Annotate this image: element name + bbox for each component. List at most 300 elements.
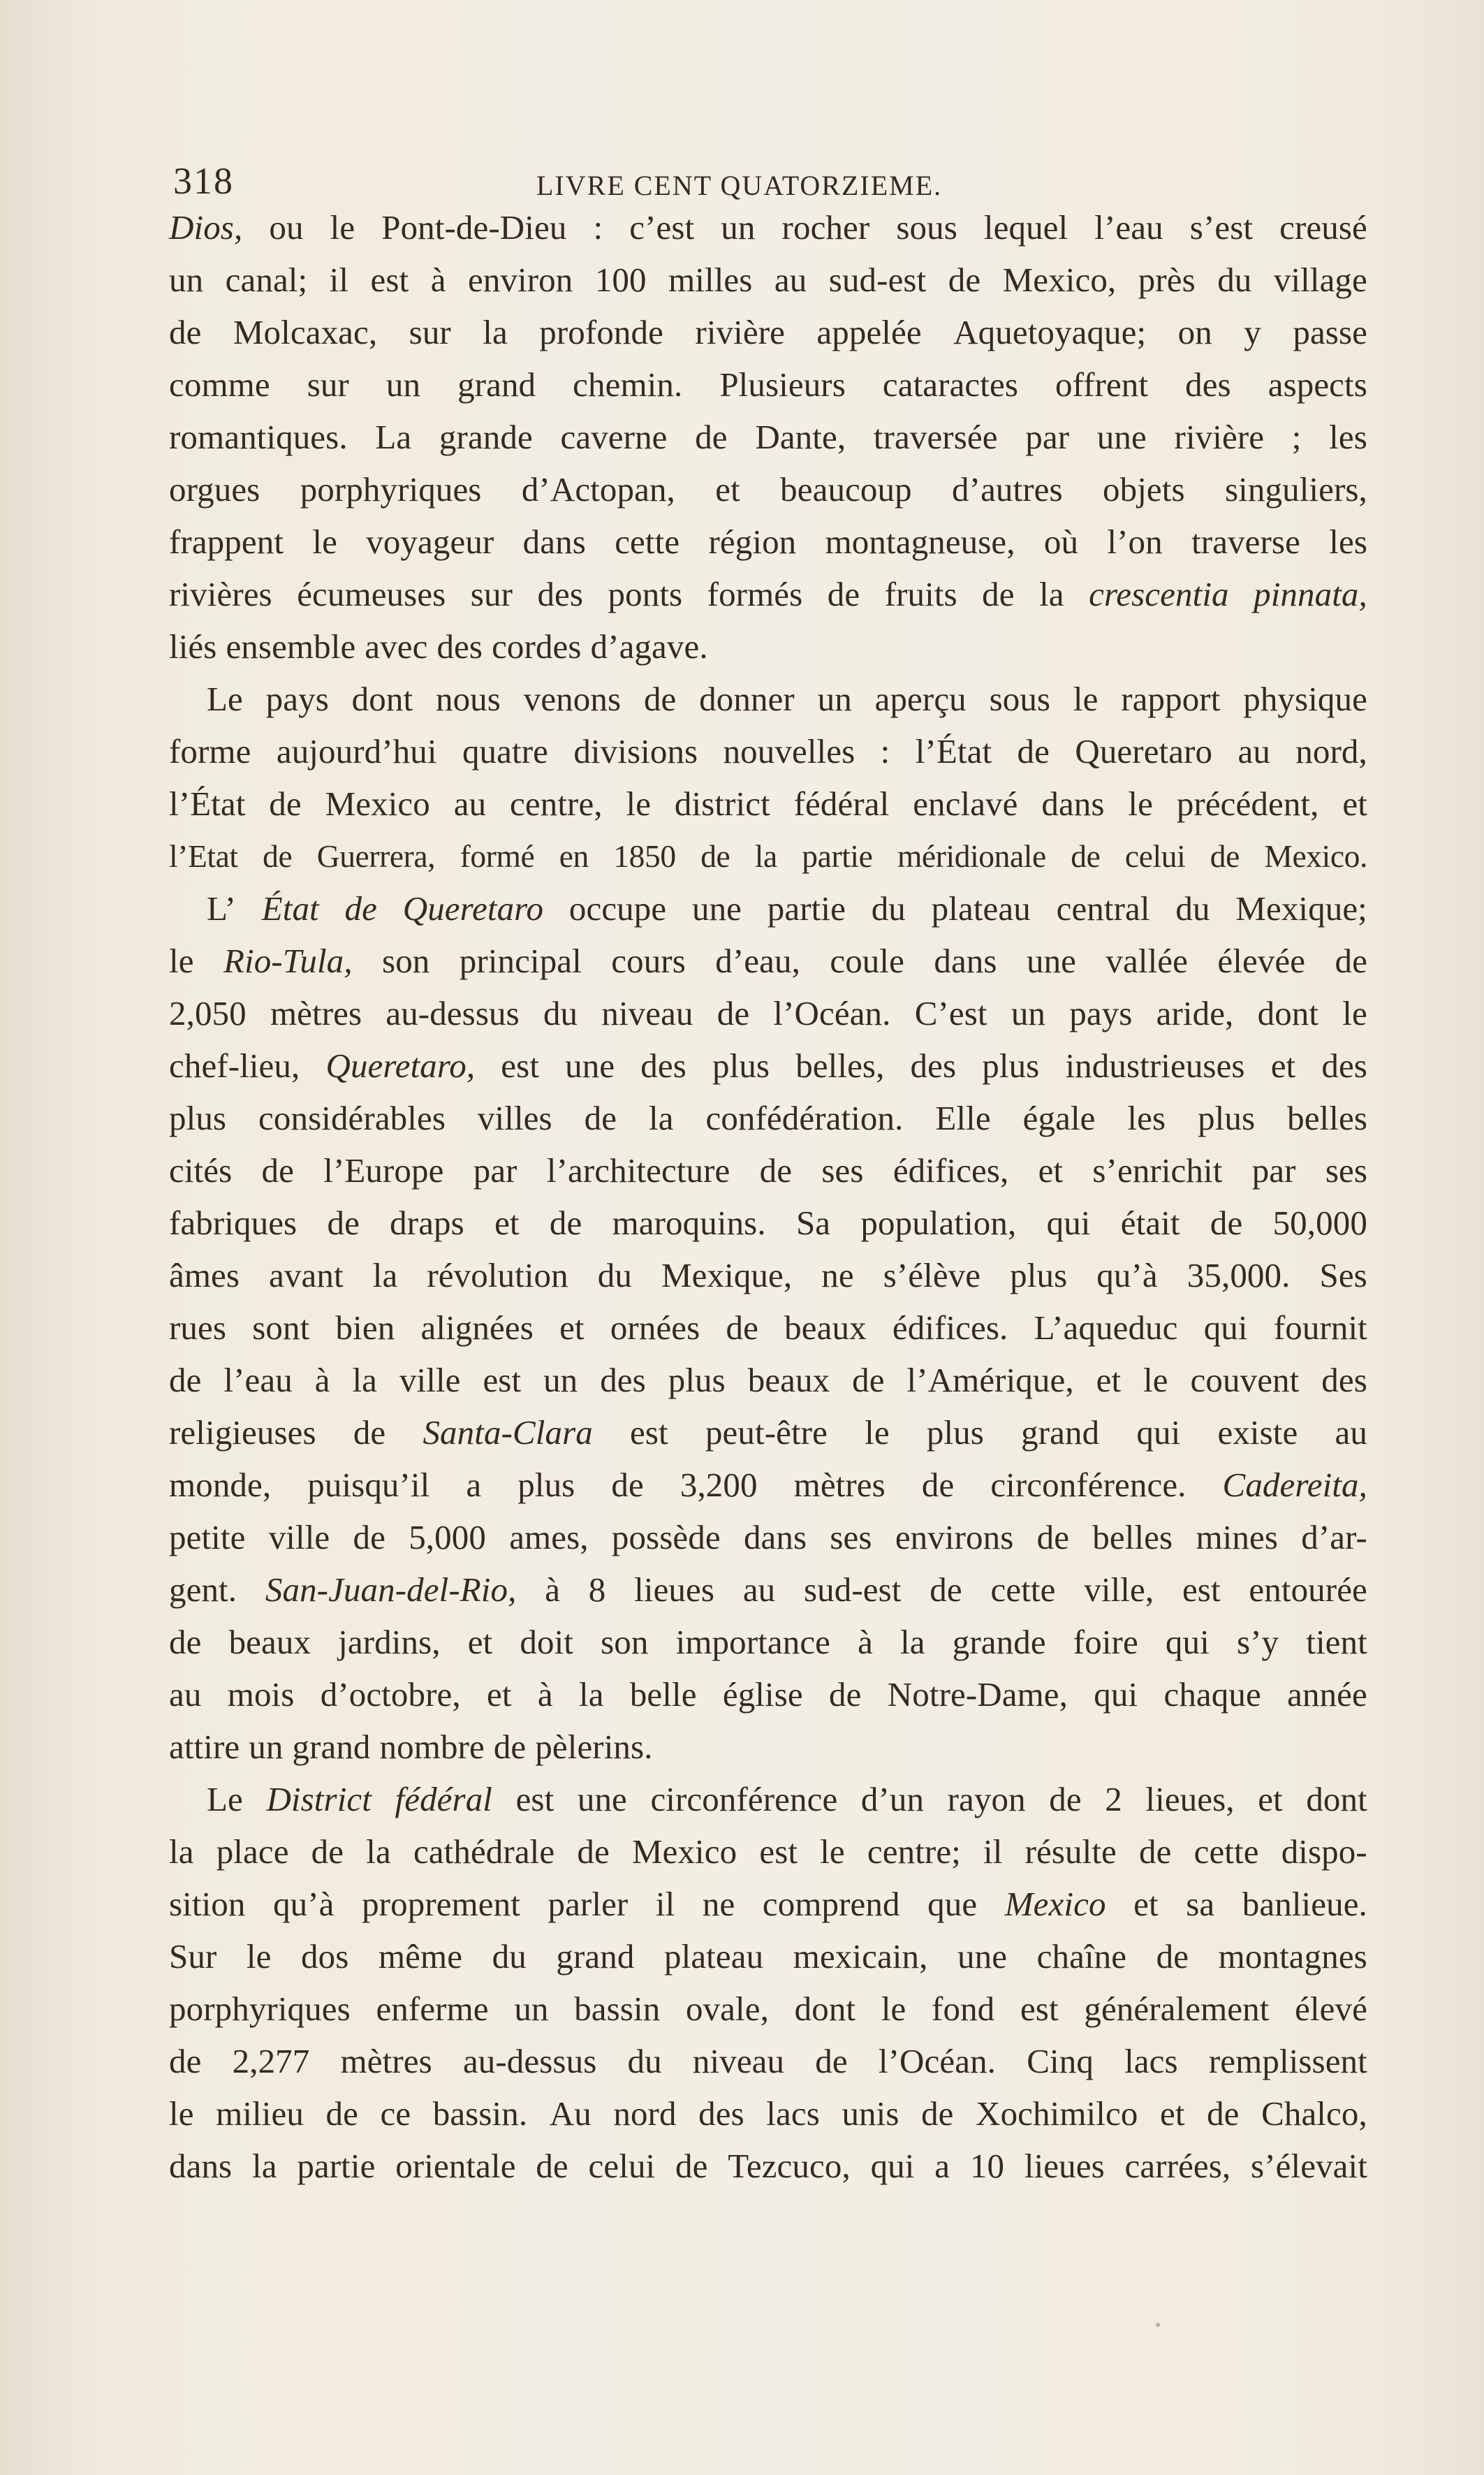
word: de <box>263 838 293 874</box>
word: de <box>577 1832 610 1871</box>
word: de <box>921 2094 954 2133</box>
word: alignées <box>420 1308 534 1347</box>
word: sous <box>989 680 1051 718</box>
word: celui <box>1124 838 1186 874</box>
word: dont <box>1306 1780 1367 1818</box>
word: la <box>900 1623 925 1661</box>
text-line <box>169 1197 1367 1249</box>
word: Chalco, <box>1261 2094 1367 2133</box>
word: belles <box>1287 1099 1367 1137</box>
text-line <box>169 2140 1367 2192</box>
word: est <box>630 1413 668 1452</box>
word: lacs <box>1124 2042 1178 2080</box>
word: édifices. <box>892 1308 1008 1347</box>
word: et <box>1038 1151 1064 1190</box>
word: ovale, <box>685 1990 769 2028</box>
italic-word: Mexico <box>1004 1885 1106 1923</box>
italic-word: pinnata, <box>1254 575 1367 613</box>
word: au <box>742 1570 776 1609</box>
word: Le <box>207 1780 243 1818</box>
word: de <box>852 1361 885 1399</box>
word: ses <box>830 1518 872 1556</box>
word: bassin <box>574 1990 661 2028</box>
word: près <box>1138 261 1196 299</box>
word: de <box>982 575 1015 613</box>
word: un <box>169 261 204 299</box>
text-line <box>169 777 1367 830</box>
word: résulte <box>1024 1832 1117 1871</box>
word: l’Océan. <box>878 2042 997 2080</box>
italic-word: crescentia <box>1089 575 1229 613</box>
word: villes <box>477 1099 552 1137</box>
word: dont <box>351 680 413 718</box>
word: voyageur <box>366 523 494 561</box>
word: ville <box>399 1361 461 1399</box>
word: est <box>483 1361 522 1399</box>
word: de <box>549 1204 582 1242</box>
word: industrieuses <box>1065 1046 1245 1085</box>
word: âmes <box>169 1256 240 1294</box>
word: édifices, <box>892 1151 1009 1190</box>
word: monde, <box>169 1466 272 1504</box>
word: des <box>910 1046 957 1085</box>
word: fond <box>932 1990 995 2028</box>
word: grande <box>439 418 533 456</box>
word: y <box>1244 313 1261 351</box>
text-line <box>169 725 1367 777</box>
word: a <box>466 1466 482 1504</box>
word: le <box>1073 680 1099 718</box>
page-number: 318 <box>173 160 234 202</box>
word: de <box>1036 1518 1070 1556</box>
word: niveau <box>601 994 693 1032</box>
italic-word: Dios, <box>169 208 243 247</box>
word: profonde <box>539 313 663 351</box>
word: ornées <box>610 1308 700 1347</box>
word: ensemble <box>226 627 356 666</box>
word: de <box>1210 838 1240 874</box>
text-line <box>169 830 1367 882</box>
word: cataractes <box>882 365 1018 404</box>
word: Sur <box>169 1937 217 1976</box>
word: à <box>314 1361 330 1399</box>
word: la <box>169 1832 194 1871</box>
text-line <box>169 463 1367 516</box>
word: possède <box>611 1518 721 1556</box>
word: ; <box>1291 418 1302 456</box>
word: cathédrale <box>413 1832 555 1871</box>
word: partie <box>297 2147 376 2185</box>
word: d’octobre, <box>320 1675 461 1714</box>
word: de <box>643 680 677 718</box>
word: du <box>1175 889 1210 928</box>
word: frappent <box>169 523 284 561</box>
word: région <box>708 523 797 561</box>
word: draps <box>390 1204 464 1242</box>
word: une <box>1096 418 1147 456</box>
word: des <box>1185 365 1231 404</box>
word: c’est <box>629 208 695 247</box>
word: dont <box>1257 994 1319 1032</box>
word: Guerrera, <box>316 838 436 874</box>
word: à <box>858 1623 873 1661</box>
word: grand <box>1021 1413 1100 1452</box>
word: sur <box>307 365 349 404</box>
word: où <box>1043 523 1079 561</box>
word: dans <box>934 942 997 980</box>
word: le <box>1342 994 1367 1032</box>
word: 1850 <box>613 838 676 874</box>
word: qui <box>1094 1675 1138 1714</box>
word: dispo- <box>1281 1832 1367 1871</box>
word: aperçu <box>874 680 967 718</box>
word: petite <box>169 1518 246 1556</box>
word: montagnes <box>1218 1937 1367 1976</box>
word: et <box>1133 1885 1159 1923</box>
word: caverne <box>560 418 668 456</box>
word: des <box>436 627 483 666</box>
word: passe <box>1293 313 1367 351</box>
word: La <box>375 418 412 456</box>
word: mètres <box>340 2042 432 2080</box>
word: Sa <box>795 1204 831 1242</box>
word: traversée <box>873 418 998 456</box>
word: lieues <box>634 1570 715 1609</box>
text-line <box>169 1878 1367 1930</box>
word: fruits <box>884 575 957 613</box>
word: porphyriques <box>300 470 482 509</box>
word: a <box>934 2147 950 2185</box>
word: de <box>1139 1832 1172 1871</box>
word: un <box>1011 994 1046 1032</box>
word: et <box>1342 784 1367 823</box>
word: il <box>655 1885 675 1923</box>
word: lieues <box>1024 2147 1105 2185</box>
word: vallée <box>1105 942 1188 980</box>
word: Notre-Dame, <box>887 1675 1068 1714</box>
text-line <box>169 1825 1367 1878</box>
body-text <box>169 201 1367 2192</box>
word: ville, <box>1084 1570 1154 1609</box>
word: sur <box>470 575 513 613</box>
text-line <box>169 673 1367 725</box>
word: de <box>930 1570 962 1609</box>
word: 2,277 <box>232 2042 310 2080</box>
word: rapport <box>1121 680 1221 718</box>
word: L’aqueduc <box>1034 1308 1178 1347</box>
word: sud-est <box>828 261 927 299</box>
word: des <box>1321 1361 1367 1399</box>
word: des <box>698 2094 744 2133</box>
word: Xochimilco <box>976 2094 1138 2133</box>
word: rocher <box>781 208 870 247</box>
word: le <box>820 1832 845 1871</box>
word: généralement <box>1084 1990 1270 2028</box>
word: à <box>545 1570 561 1609</box>
word: des <box>537 575 584 613</box>
word: de <box>169 1623 202 1661</box>
word: le <box>169 942 194 980</box>
word: jardins, <box>338 1623 441 1661</box>
word: plus <box>1010 1256 1068 1294</box>
text-line <box>169 2087 1367 2140</box>
word: du <box>492 1937 527 1976</box>
word: et <box>487 1675 512 1714</box>
word: des <box>1321 1046 1367 1085</box>
word: avant <box>269 1256 344 1294</box>
word: de <box>700 838 730 874</box>
word: de <box>169 2042 202 2080</box>
text-line <box>169 1721 1367 1773</box>
word: du <box>871 889 906 928</box>
word: rues <box>169 1308 227 1347</box>
word: ses <box>1325 1151 1367 1190</box>
word: de <box>169 313 202 351</box>
word: coule <box>830 942 904 980</box>
word: le <box>1128 784 1153 823</box>
word: Plusieurs <box>719 365 846 404</box>
word: belle <box>629 1675 697 1714</box>
word: de <box>827 575 860 613</box>
word: de <box>1210 1204 1243 1242</box>
word: Mexique; <box>1235 889 1367 928</box>
word: Le <box>207 680 243 718</box>
word: Queretaro <box>1075 732 1213 771</box>
italic-word: Rio-Tula, <box>223 942 353 980</box>
word: orgues <box>169 470 260 509</box>
word: puisqu’il <box>307 1466 430 1504</box>
text-line <box>169 1773 1367 1825</box>
word: district <box>674 784 770 823</box>
word: de <box>726 1308 758 1347</box>
word: plus <box>982 1046 1040 1085</box>
word: et <box>494 1204 520 1242</box>
italic-word: fédéral <box>395 1780 493 1818</box>
word: l’Amérique, <box>906 1361 1074 1399</box>
word: du <box>627 2042 662 2080</box>
word: même <box>378 1937 463 1976</box>
word: la <box>648 1099 674 1137</box>
word: précédent, <box>1176 784 1319 823</box>
word: ponts <box>608 575 683 613</box>
word: de <box>493 1728 527 1766</box>
word: église <box>722 1675 803 1714</box>
word: 3,200 <box>679 1466 758 1504</box>
paper-speck <box>1156 2323 1160 2327</box>
text-line <box>169 935 1367 987</box>
word: Mexico. <box>1264 838 1367 874</box>
word: l’on <box>1107 523 1163 561</box>
word: au <box>1335 1413 1367 1452</box>
word: rivière <box>1174 418 1265 456</box>
word: son <box>382 942 430 980</box>
word: porphyriques <box>169 1990 351 2028</box>
word: la <box>372 1256 398 1294</box>
word: central <box>1056 889 1150 928</box>
word: foire <box>1073 1623 1138 1661</box>
word: de <box>829 1675 862 1714</box>
text-line <box>169 1144 1367 1197</box>
text-line <box>169 1092 1367 1144</box>
word: nouvelles <box>723 732 855 771</box>
italic-word: Queretaro, <box>325 1046 476 1085</box>
word: le <box>330 208 355 247</box>
word: 8 <box>588 1570 606 1609</box>
word: bien <box>335 1308 395 1347</box>
word: qui <box>1165 1623 1210 1661</box>
word: 100 <box>594 261 647 299</box>
word: de <box>269 784 302 823</box>
word: rivières <box>169 575 272 613</box>
word: au-dessus <box>462 2042 597 2080</box>
word: d’Actopan, <box>521 470 675 509</box>
text-line <box>169 1511 1367 1563</box>
word: élevé <box>1295 1990 1367 2028</box>
word: attire <box>169 1728 240 1766</box>
word: ses <box>821 1151 864 1190</box>
word: Tezcuco, <box>728 2147 851 2185</box>
word: la <box>754 838 777 874</box>
word: de <box>695 418 728 456</box>
word: plateau <box>664 1937 764 1976</box>
word: dos <box>301 1937 349 1976</box>
word: pays <box>265 680 329 718</box>
word: aspects <box>1268 365 1367 404</box>
word: plus <box>712 1046 770 1085</box>
word: d’agave. <box>590 627 708 666</box>
word: l’État <box>169 784 246 823</box>
word: donner <box>699 680 795 718</box>
word: enferme <box>376 1990 489 2028</box>
word: grand <box>292 1728 371 1766</box>
word: en <box>559 838 589 874</box>
word: l’Europe <box>323 1151 444 1190</box>
word: sous <box>896 208 957 247</box>
word: nombre <box>379 1728 485 1766</box>
word: de <box>717 994 750 1032</box>
word: était <box>1120 1204 1180 1242</box>
word: le <box>1143 1361 1168 1399</box>
word: la <box>366 1832 391 1871</box>
word: il <box>983 1832 1003 1871</box>
word: par <box>473 1151 517 1190</box>
word: un <box>721 208 756 247</box>
word: formés <box>707 575 803 613</box>
word: divisions <box>573 732 698 771</box>
word: parler <box>548 1885 629 1923</box>
word: remplissent <box>1208 2042 1367 2080</box>
word: banlieue. <box>1242 1885 1367 1923</box>
text-line <box>169 411 1367 463</box>
text-line <box>169 1668 1367 1721</box>
word: ames, <box>509 1518 589 1556</box>
word: sud-est <box>804 1570 902 1609</box>
word: s’élève <box>883 1256 981 1294</box>
word: plateau <box>931 889 1031 928</box>
word: ce <box>380 2094 411 2133</box>
word: est <box>515 1780 554 1818</box>
word: lacs <box>766 2094 820 2133</box>
word: la <box>483 313 508 351</box>
word: canal; <box>225 261 308 299</box>
word: un <box>817 680 852 718</box>
word: circonférence. <box>990 1466 1187 1504</box>
word: existe <box>1217 1413 1298 1452</box>
word: et <box>467 1623 493 1661</box>
word: montagneuse, <box>825 523 1015 561</box>
word: cette <box>990 1570 1056 1609</box>
word: Dante, <box>755 418 846 456</box>
word: aride, <box>1156 994 1234 1032</box>
word: plus <box>1198 1099 1256 1137</box>
word: grand <box>556 1937 635 1976</box>
word: de <box>353 1518 385 1556</box>
text-line <box>169 306 1367 358</box>
word: niveau <box>692 2042 785 2080</box>
word: chaîne <box>1036 1937 1127 1976</box>
word: Cinq <box>1027 2042 1094 2080</box>
word: de <box>536 2147 568 2185</box>
word: nous <box>435 680 501 718</box>
word: de <box>325 2094 358 2133</box>
word: avec <box>365 627 428 666</box>
word: singuliers, <box>1225 470 1367 509</box>
word: peut-être <box>705 1413 828 1452</box>
text-line <box>169 1930 1367 1983</box>
word: circonférence <box>650 1780 838 1818</box>
word: cours <box>611 942 686 980</box>
word: ne <box>821 1256 854 1294</box>
word: de <box>1071 838 1101 874</box>
word: principal <box>459 942 582 980</box>
word: Au <box>549 2094 592 2133</box>
word: sont <box>252 1308 310 1347</box>
text-line <box>169 1459 1367 1511</box>
word: une <box>565 1046 615 1085</box>
word: et <box>1270 1046 1296 1085</box>
word: dans <box>169 2147 233 2185</box>
word: est <box>370 261 409 299</box>
word: au <box>774 261 807 299</box>
word: : <box>880 732 890 771</box>
word: Mexico, <box>1002 261 1117 299</box>
word: milles <box>668 261 753 299</box>
word: dans <box>743 1518 807 1556</box>
word: gent. <box>169 1570 237 1609</box>
word: Molcaxac, <box>233 313 378 351</box>
word: on <box>1177 313 1212 351</box>
word: d’ar- <box>1301 1518 1367 1556</box>
word: son <box>601 1623 649 1661</box>
word: est <box>759 1832 798 1871</box>
word: le <box>246 1937 272 1976</box>
word: sa <box>1186 1885 1215 1923</box>
word: le <box>169 2094 194 2133</box>
word: Mexique, <box>661 1256 793 1294</box>
word: physique <box>1243 680 1367 718</box>
word: une <box>957 1937 1008 1976</box>
italic-word: San-Juan-del-Rio, <box>265 1570 517 1609</box>
text-line <box>169 358 1367 411</box>
word: au <box>1237 732 1270 771</box>
word: le <box>865 1413 890 1452</box>
word: mètres <box>270 994 362 1032</box>
word: comprend <box>762 1885 900 1923</box>
word: appelée <box>816 313 922 351</box>
word: village <box>1273 261 1367 299</box>
word: élevée <box>1217 942 1306 980</box>
text-line <box>169 201 1367 254</box>
